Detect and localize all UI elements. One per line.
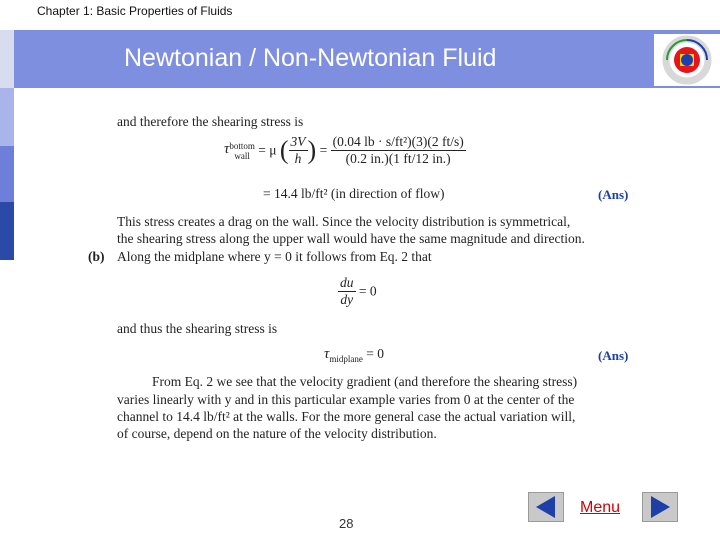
previous-slide-button[interactable] <box>528 492 564 522</box>
text-line: and thus the shearing stress is <box>117 321 278 336</box>
equation-shear-midplane: $\tau_{midplane} = 0$ <box>324 346 384 364</box>
equation-result: = 14.4 lb/ft² (in direction of flow) <box>263 186 445 201</box>
chapter-header: Chapter 1: Basic Properties of Fluids <box>37 4 233 18</box>
text-line: of course, depend on the nature of the velocity distribution. <box>117 426 437 441</box>
equation-du-dy: $\frac{du}{dy}$ = 0 <box>340 275 377 307</box>
text-line: the shearing stress along the upper wall would have the same magnitude and direction. <box>117 231 585 246</box>
subscript-wall: wall <box>234 150 250 161</box>
arrow-right-icon <box>643 493 677 521</box>
equation-shear-bottom: τ bottom wall = μ ( $\frac{3V}{h}$ ) = $\frac{\text{(0.04 lb · s/ft²)(3)(2 ft/s)}}{(0.2 in.)(1 ft/12 in.)}$ <box>224 134 464 166</box>
answer-marker-1: (Ans) <box>598 187 629 202</box>
title-bar <box>14 30 720 88</box>
university-logo <box>654 34 720 86</box>
text-line: Along the midplane where y = 0 it follows from Eq. 2 that <box>117 249 432 264</box>
subscript-bottom: bottom <box>229 140 255 151</box>
text-line: This stress creates a drag on the wall. Since the velocity distribution is symmetrical, <box>117 214 571 229</box>
answer-marker-2: (Ans) <box>598 348 629 363</box>
arrow-left-icon <box>529 493 563 521</box>
slide-title: Newtonian / Non-Newtonian Fluid <box>124 44 497 72</box>
part-b-label: (b) <box>88 249 105 264</box>
strip-segment-1 <box>0 30 14 88</box>
fraction-3v-h: $\frac{3V}{h}$ <box>290 134 306 166</box>
equals-mu: = μ <box>258 142 277 158</box>
equals-sign: = <box>319 142 328 158</box>
text-line: and therefore the shearing stress is <box>117 114 304 129</box>
tau-symbol: τ <box>224 140 230 157</box>
text-line: varies linearly with y and in this particular example varies from 0 at the center of the <box>117 392 575 407</box>
text-line: From Eq. 2 we see that the velocity gradient (and therefore the shearing stress) <box>152 374 578 389</box>
fraction-numeric: $\frac{\text{(0.04 lb · s/ft²)(3)(2 ft/s)}}{(0.2 in.)(1 ft/12 in.)}$ <box>332 134 464 166</box>
menu-link[interactable]: Menu <box>580 499 621 516</box>
next-slide-button[interactable] <box>642 492 678 522</box>
page-number: 28 <box>339 516 354 531</box>
textbook-excerpt <box>0 88 720 488</box>
text-line: channel to 14.4 lb/ft² at the walls. For the more general case the actual variation will, <box>117 409 576 424</box>
